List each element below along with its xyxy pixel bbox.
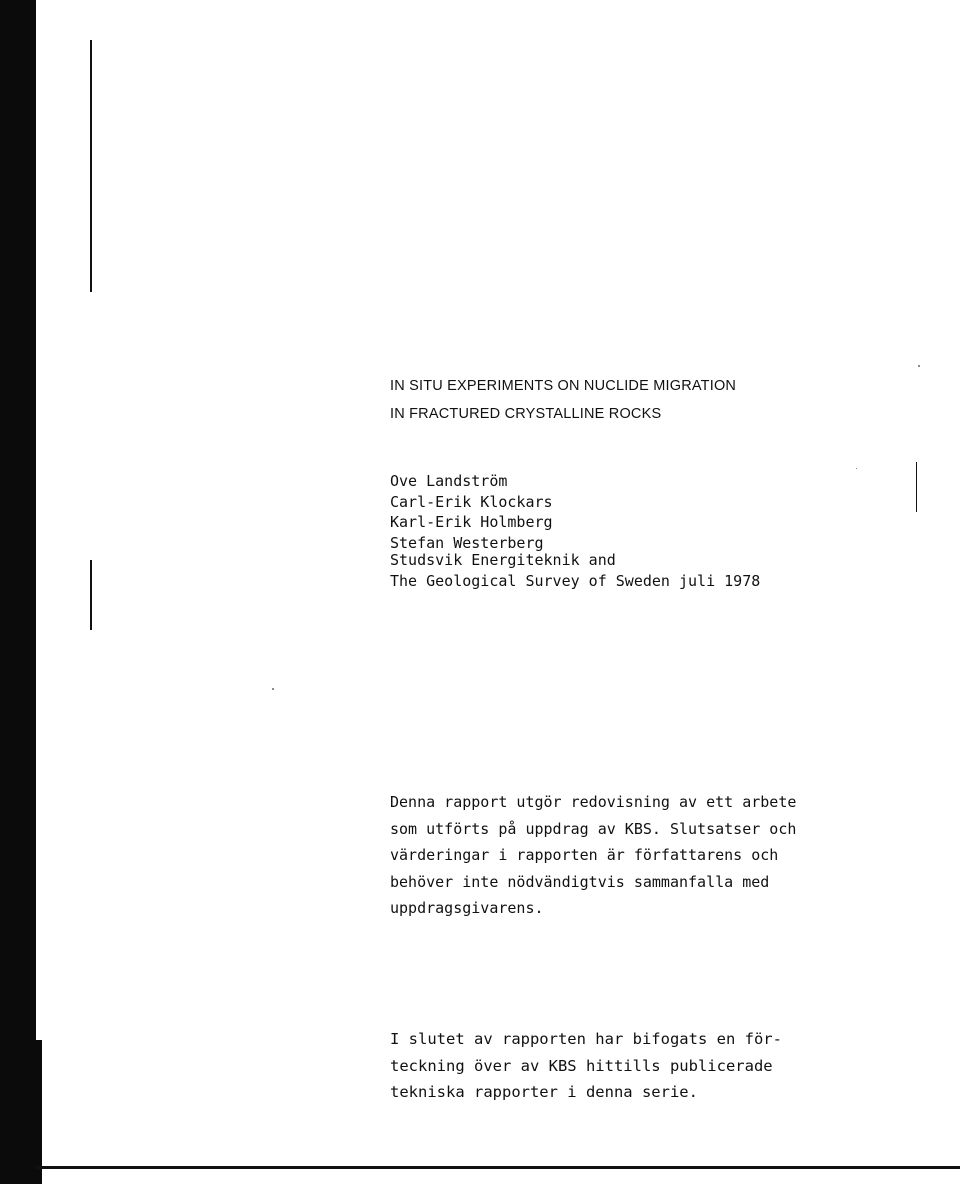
appendix-note-line: teckning över av KBS hittills publicerade (390, 1056, 773, 1075)
organization-line: Studsvik Energiteknik and (390, 551, 616, 569)
appendix-note-line: tekniska rapporter i denna serie. (390, 1083, 698, 1101)
scan-speck (856, 468, 857, 469)
title-line: IN SITU EXPERIMENTS ON NUCLIDE MIGRATION (390, 378, 737, 394)
report-title (390, 372, 736, 428)
scan-speck (918, 365, 920, 367)
scan-margin-line-middle (90, 560, 92, 630)
scan-binding-notch (36, 1040, 42, 1184)
disclaimer-paragraph (390, 789, 796, 922)
organization-date-line: The Geological Survey of Sweden juli 1978 (390, 571, 761, 590)
disclaimer-line: behöver inte nödvändigtvis sammanfalla med (390, 872, 770, 891)
scan-margin-line-right (916, 462, 917, 512)
disclaimer-line: värderingar i rapporten är författarens och (390, 846, 779, 865)
appendix-note (390, 1026, 782, 1106)
appendix-note-line: I slutet av rapporten har bifogats en för- (390, 1030, 782, 1048)
disclaimer-line: uppdragsgivarens. (390, 899, 544, 918)
author-name: Karl-Erik Holmberg (390, 513, 553, 531)
disclaimer-line: som utförts på uppdrag av KBS. Slutsatser och (390, 819, 797, 838)
author-name: Stefan Westerberg (390, 533, 544, 552)
scan-binding-edge (0, 0, 36, 1184)
scan-margin-line-top (90, 40, 92, 292)
disclaimer-line: Denna rapport utgör redovisning av ett arbete (390, 793, 797, 811)
author-list (390, 471, 553, 553)
title-line: IN FRACTURED CRYSTALLINE ROCKS (390, 406, 662, 422)
scan-speck (272, 688, 274, 690)
organization-date (390, 550, 760, 591)
author-name: Carl-Erik Klockars (390, 492, 553, 511)
scan-bottom-rule (36, 1166, 960, 1169)
author-name: Ove Landström (390, 472, 508, 490)
